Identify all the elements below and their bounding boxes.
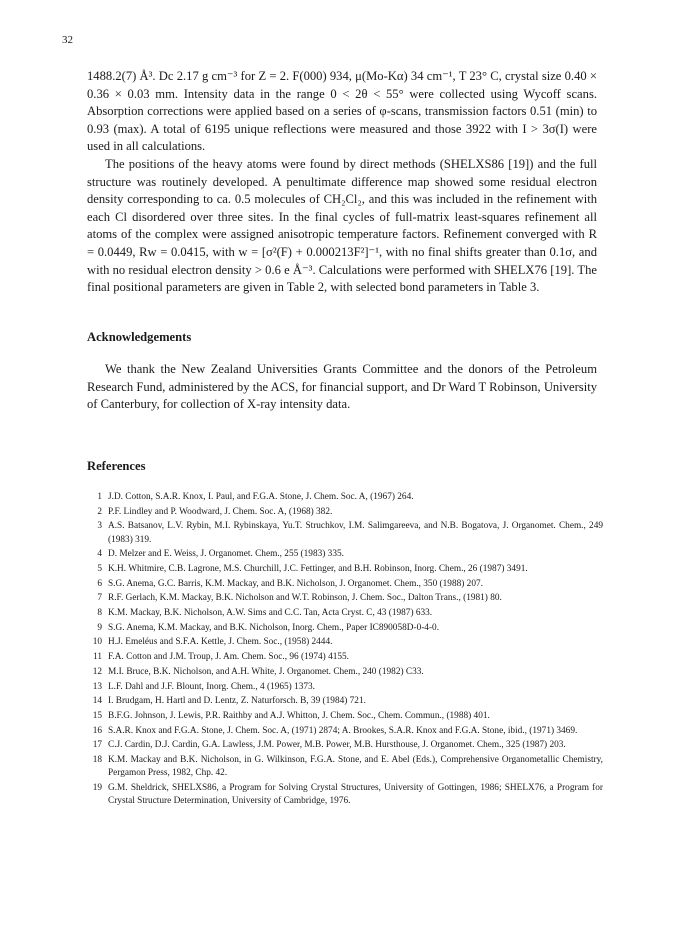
reference-text: K.M. Mackay and B.K. Nicholson, in G. Wilkinson, F.G.A. Stone, and E. Abel (Eds.), Comprehensive Organometallic Chemistry, Pergamon Press, 1982, Chp. 42. (108, 754, 603, 779)
reference-number: 18 (92, 754, 102, 765)
reference-number: 10 (92, 637, 102, 648)
reference-text: B.F.G. Johnson, J. Lewis, P.R. Raithby and A.J. Whitton, J. Chem. Soc., Chem. Commun., (1988) 401. (108, 710, 490, 721)
reference-item (88, 592, 603, 605)
reference-number: 12 (92, 666, 102, 677)
reference-item (88, 782, 603, 809)
reference-number: 8 (97, 608, 102, 619)
reference-number: 9 (97, 622, 102, 633)
reference-number: 5 (97, 564, 102, 575)
reference-number: 16 (92, 725, 102, 736)
body-text-block (87, 68, 597, 297)
reference-item (88, 710, 603, 723)
reference-number: 17 (92, 740, 102, 751)
reference-text: I. Brudgam, H. Hartl and D. Lentz, Z. Naturforsch. B, 39 (1984) 721. (108, 696, 366, 707)
reference-item (88, 651, 603, 664)
reference-number: 3 (97, 521, 102, 532)
reference-list (88, 491, 603, 810)
reference-item (88, 491, 603, 504)
structure-solution-paragraph: The positions of the heavy atoms were found by direct methods (SHELXS86 [19]) and the full structure was routinely developed. A penultimate difference map showed some residual electron density corresponding to ca. 0.5 molecules of CH₂Cl₂, and this was included in the refinement with each Cl disordered over three sites. In the final cycles of full-matrix least-squares refinement all atoms of the complex were assigned anisotropic temperature factors. Refinement converged with R = 0.0449, Rw = 0.0415, with w = [σ²(F) + 0.000213F²]⁻¹, with no final shifts greater than 0.1σ, and with no residual electron density > 0.6 e Å⁻³. Calculations were performed with SHELX76 [19]. The final positional parameters are given in Table 2, with selected bond parameters in Table 3. (87, 156, 597, 295)
references-heading: References (87, 459, 146, 473)
reference-item (88, 725, 603, 738)
reference-number: 13 (92, 681, 102, 692)
crystal-data-paragraph: 1488.2(7) Å³. Dc 2.17 g cm⁻³ for Z = 2. F(000) 934, μ(Mo-Kα) 34 cm⁻¹, T 23° C, crystal size 0.40 × 0.36 × 0.03 mm. Intensity data in the range 0 < 2θ < 55° were collected using Wycoff scans. Absorption corrections were applied based on a series of φ-scans, transmission factors 0.51 (min) to 0.93 (max). A total of 6195 unique reflections were measured and those 3922 with I > 3σ(I) were used in all calculations. (87, 69, 597, 154)
page-number: 32 (62, 34, 73, 46)
acknowledgements-paragraph: We thank the New Zealand Universities Grants Committee and the donors of the Petroleum Research Fund, administered by the ACS, for financial support, and Dr Ward T Robinson, University of Canterbury, for collection of X-ray intensity data. (87, 362, 597, 412)
reference-item (88, 666, 603, 679)
reference-text: S.G. Anema, K.M. Mackay, and B.K. Nicholson, Inorg. Chem., Paper IC890058D-0-4-0. (108, 622, 440, 633)
reference-number: 2 (97, 506, 102, 517)
reference-item (88, 681, 603, 694)
reference-number: 1 (97, 492, 102, 502)
reference-item (88, 739, 603, 752)
reference-text: A.S. Batsanov, L.V. Rybin, M.I. Rybinskaya, Yu.T. Struchkov, I.M. Salimgareeva, and N.B. Bogatova, J. Organomet. Chem., 249 (1983) 319. (108, 521, 603, 545)
acknowledgements-block (87, 361, 597, 414)
reference-text: H.J. Emeléus and S.F.A. Kettle, J. Chem. Soc., (1958) 2444. (108, 637, 333, 648)
reference-number: 7 (97, 593, 102, 604)
reference-item (88, 578, 603, 591)
reference-text: J.D. Cotton, S.A.R. Knox, I. Paul, and F.G.A. Stone, J. Chem. Soc. A, (1967) 264. (108, 492, 414, 502)
reference-text: C.J. Cardin, D.J. Cardin, G.A. Lawless, J.M. Power, M.B. Power, M.B. Hursthouse, J. Organomet. Chem., 325 (1987) 203. (108, 740, 566, 751)
reference-number: 11 (93, 652, 102, 663)
reference-text: K.M. Mackay, B.K. Nicholson, A.W. Sims and C.C. Tan, Acta Cryst. C, 43 (1987) 633. (108, 608, 433, 619)
reference-number: 4 (97, 549, 102, 560)
reference-item (88, 548, 603, 561)
reference-text: K.H. Whitmire, C.B. Lagrone, M.S. Churchill, J.C. Fettinger, and B.H. Robinson, Inorg. Chem., 26 (1987) 3491. (108, 564, 528, 575)
reference-text: M.I. Bruce, B.K. Nicholson, and A.H. White, J. Organomet. Chem., 240 (1982) C33. (108, 666, 424, 677)
reference-text: L.F. Dahl and J.F. Blount, Inorg. Chem., 4 (1965) 1373. (108, 681, 315, 692)
reference-item (88, 636, 603, 649)
reference-text: D. Melzer and E. Weiss, J. Organomet. Chem., 255 (1983) 335. (108, 549, 344, 560)
reference-text: R.F. Gerlach, K.M. Mackay, B.K. Nicholson and W.T. Robinson, J. Chem. Soc., Dalton Trans., (1981) 80. (108, 593, 502, 604)
reference-item (88, 622, 603, 635)
reference-item (88, 520, 603, 547)
reference-item (88, 563, 603, 576)
reference-text: F.A. Cotton and J.M. Troup, J. Am. Chem. Soc., 96 (1974) 4155. (108, 652, 349, 663)
reference-item (88, 695, 603, 708)
reference-number: 19 (92, 782, 102, 793)
reference-item (88, 754, 603, 781)
reference-text: P.F. Lindley and P. Woodward, J. Chem. Soc. A, (1968) 382. (108, 506, 333, 517)
reference-number: 6 (97, 578, 102, 589)
reference-text: S.A.R. Knox and F.G.A. Stone, J. Chem. Soc. A, (1971) 2874; A. Brookes, S.A.R. Knox and F.G.A. Stone, ibid., (1971) 3469. (108, 725, 578, 736)
reference-item (88, 607, 603, 620)
reference-number: 14 (92, 696, 102, 707)
reference-text: G.M. Sheldrick, SHELXS86, a Program for Solving Crystal Structures, University of Gottingen, 1986; SHELX76, a Program for Crystal Structure Determination, University of Cambridge, 1976. (108, 782, 603, 807)
reference-number: 15 (92, 710, 102, 721)
reference-text: S.G. Anema, G.C. Barris, K.M. Mackay, and B.K. Nicholson, J. Organomet. Chem., 350 (1988) 207. (108, 578, 483, 589)
reference-item (88, 506, 603, 519)
acknowledgements-heading: Acknowledgements (87, 330, 192, 344)
